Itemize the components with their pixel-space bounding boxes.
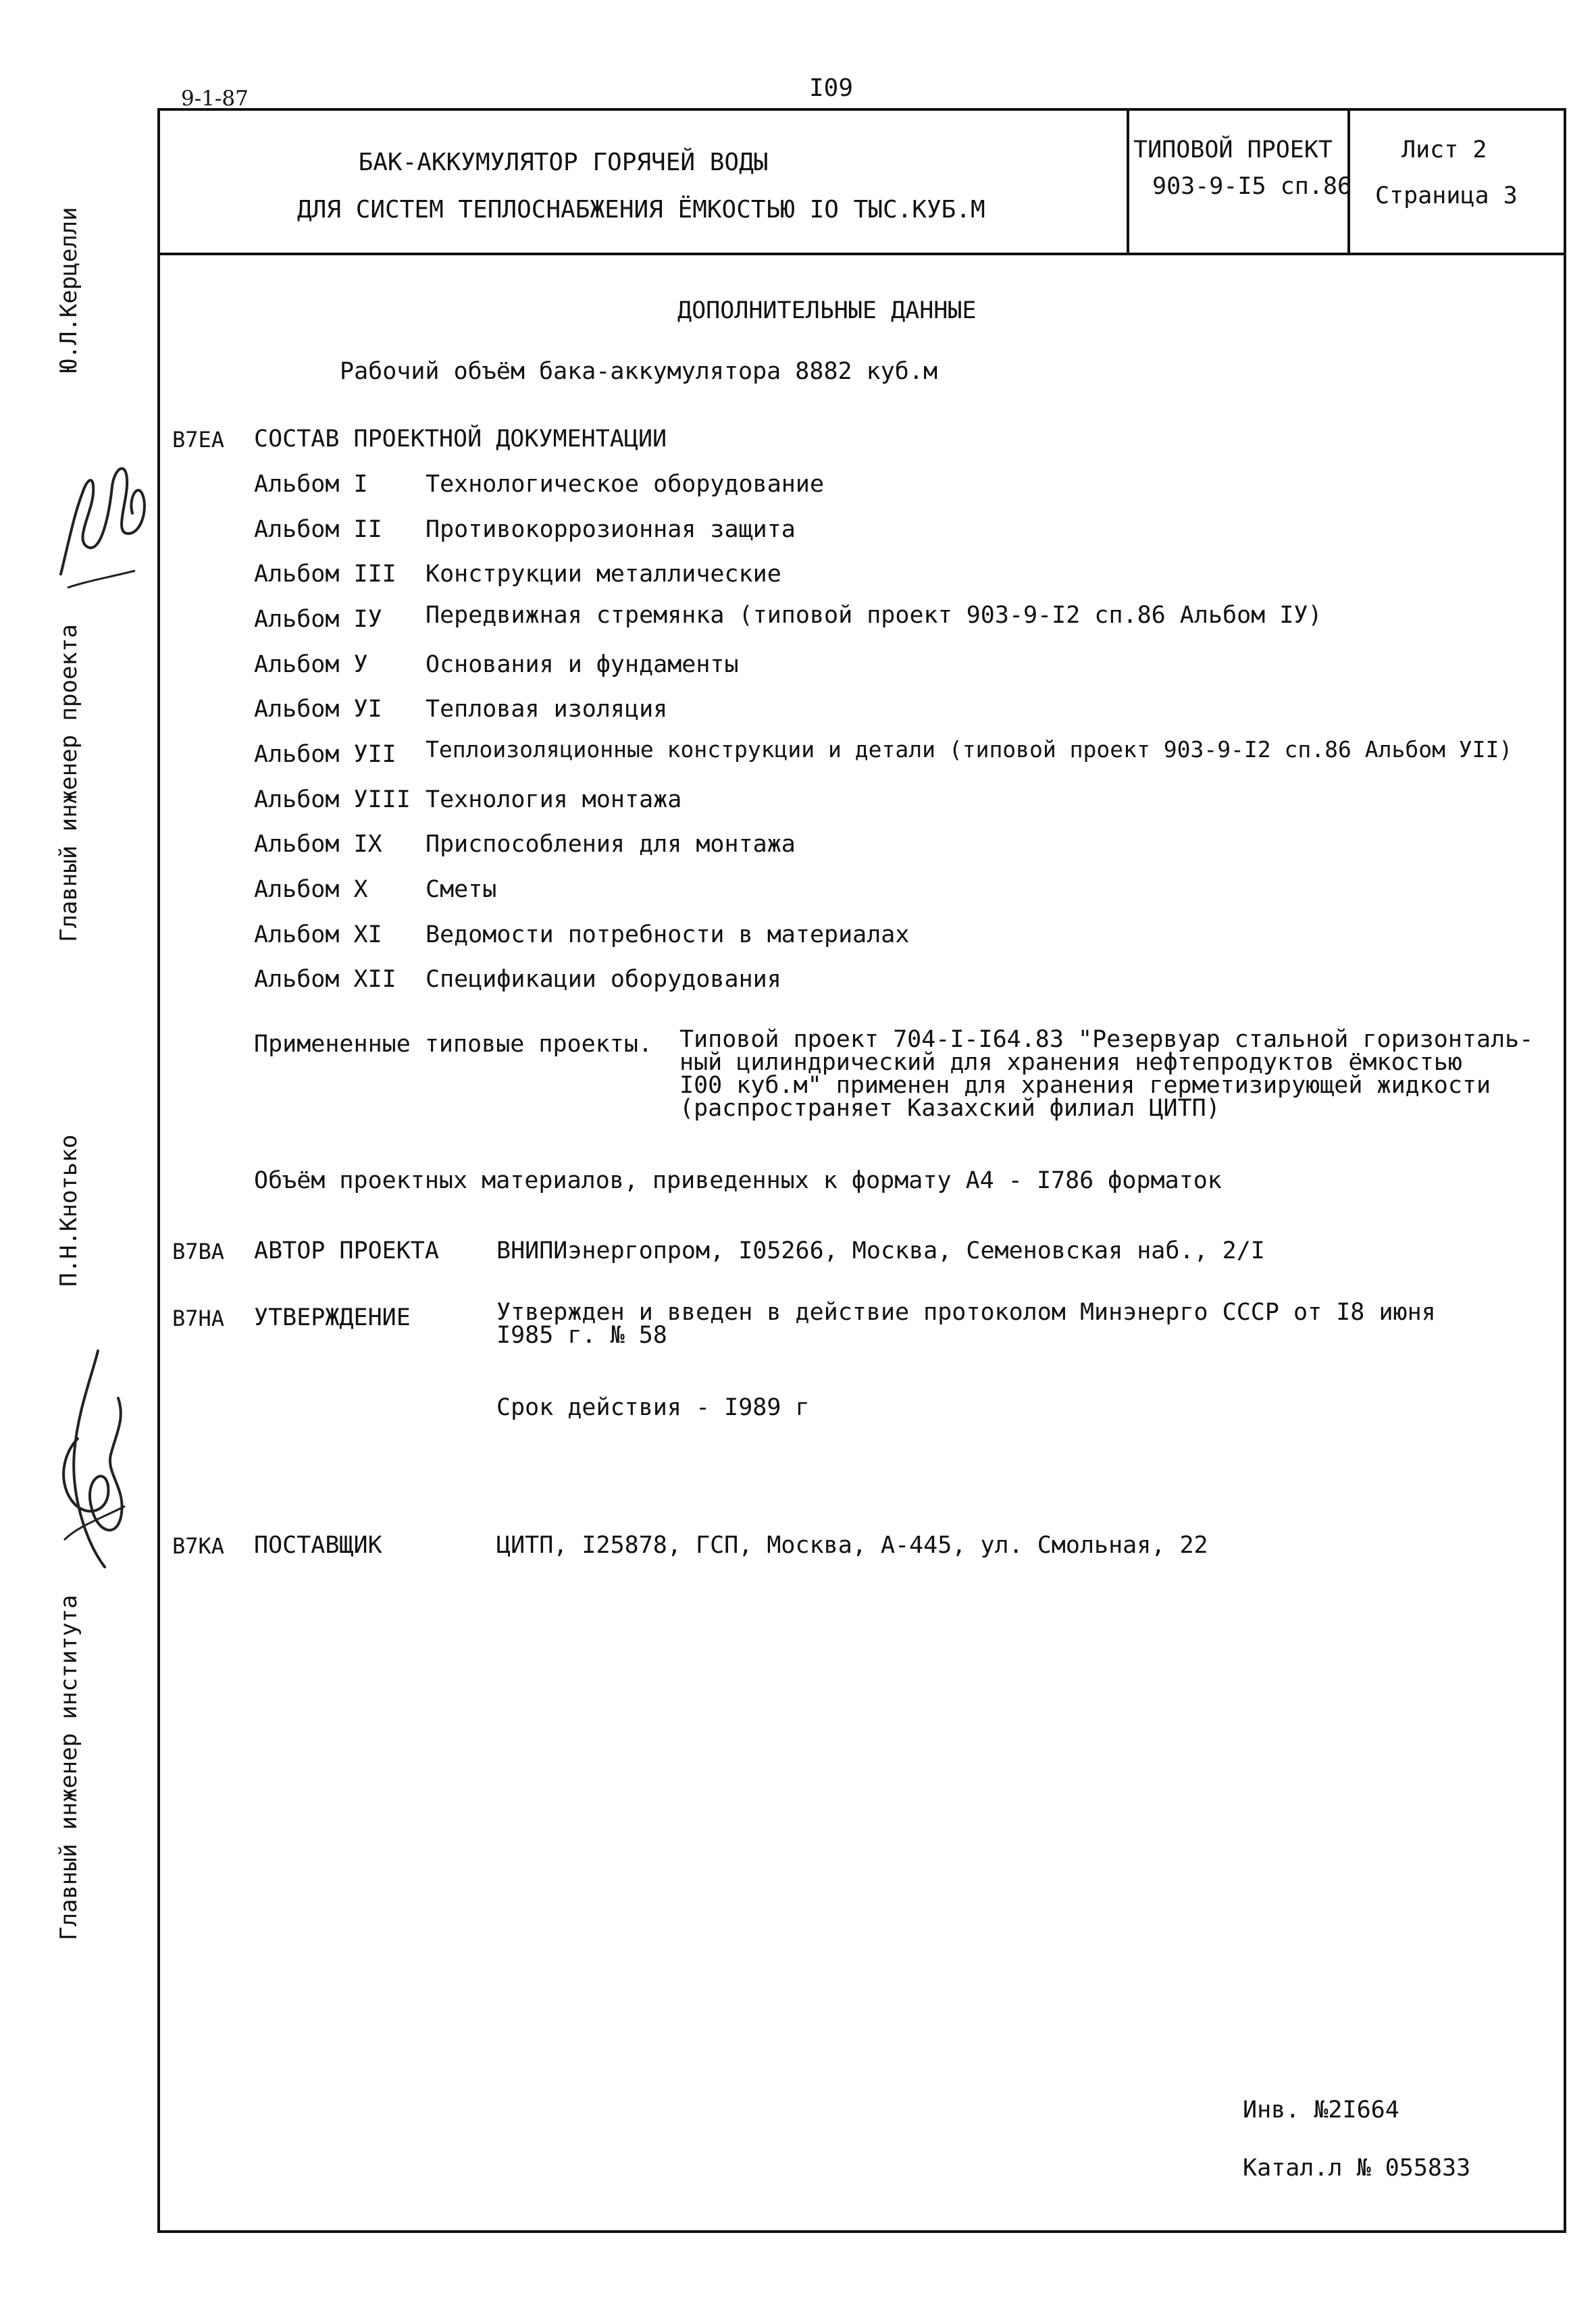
author-value: ВНИПИэнергопром, I05266, Москва, Семеновская наб., 2/I [496,1237,1265,1264]
project-number: 903-9-I5 сп.86 [1152,173,1352,200]
album-desc: Приспособления для монтажа [426,831,796,858]
page-label: Страница 3 [1375,182,1518,209]
album-desc: Технология монтажа [426,786,682,813]
page-number: I09 [809,74,854,102]
album-name: Альбом У [254,651,368,678]
supplier-code: B7KA [172,1533,225,1559]
album-desc: Спецификации оборудования [426,966,781,993]
signature-institute-engineer [37,1337,138,1594]
album-desc: Конструкции металлические [426,561,781,588]
approval-code: B7HA [172,1306,225,1331]
applied-projects-label: Примененные типовые проекты. [254,1031,653,1058]
album-desc: Тепловая изоляция [426,696,668,723]
album-desc: Основания и фундаменты [426,651,739,678]
header-separator-1 [1127,108,1129,254]
header-title-line2: ДЛЯ СИСТЕМ ТЕПЛОСНАБЖЕНИЯ ЁМКОСТЬЮ IO ТЫС.КУБ.М [297,196,985,224]
album-name: Альбом IX [254,831,382,858]
applied-projects-text [679,1028,1533,1120]
composition-code: B7EA [172,427,225,453]
approval-text [496,1301,1436,1347]
album-name: Альбом III [254,561,396,588]
section-heading: ДОПОЛНИТЕЛЬНЫЕ ДАННЫЕ [677,297,977,324]
applied-line: ный цилиндрический для хранения нефтепродуктов ёмкостью [679,1049,1462,1076]
sheet-number: Лист 2 [1401,136,1487,163]
applied-line: Типовой проект 704-I-I64.83 "Резервуар стальной горизонталь- [679,1026,1534,1053]
header-title-line1: БАК-АККУМУЛЯТОР ГОРЯЧЕЙ ВОДЫ [358,149,769,176]
approval-line1: Утвержден и введен в действие протоколом Минэнерго СССР от I8 июня [496,1299,1436,1326]
supplier-value: ЦИТП, I25878, ГСП, Москва, А-445, ул. Смольная, 22 [496,1532,1208,1559]
album-name: Альбом XII [254,966,396,993]
supplier-label: ПОСТАВЩИК [254,1532,382,1559]
signature-project-engineer [47,432,155,601]
album-desc: Ведомости потребности в материалах [426,921,910,948]
album-name: Альбом XI [254,921,382,948]
applied-line: I00 куб.м" применен для хранения герметизирующей жидкости [679,1072,1491,1099]
album-name: Альбом УI [254,696,382,723]
album-name: Альбом X [254,876,368,903]
album-desc: Противокоррозионная защита [426,516,796,543]
approval-label: УТВЕРЖДЕНИЕ [254,1304,411,1331]
composition-title: СОСТАВ ПРОЕКТНОЙ ДОКУМЕНТАЦИИ [254,426,667,453]
inventory-number: Инв. №2I664 [1243,2097,1399,2124]
working-volume: Рабочий объём бака-аккумулятора 8882 куб.м [340,358,938,385]
album-name: Альбом IУ [254,606,382,633]
validity-term: Срок действия - I989 г [496,1394,810,1421]
approval-line2: I985 г. № 58 [496,1322,667,1349]
chief-project-engineer-role: Главный инженер проекта [55,624,82,942]
materials-volume: Объём проектных материалов, приведенных к формату А4 - I786 форматок [254,1167,1222,1194]
catalog-number: Катал.л № 055833 [1243,2155,1471,2182]
document-code: 9-1-87 [181,86,249,111]
album-desc: Теплоизоляционные конструкции и детали (типовой проект 903-9-I2 сп.86 Альбом УII) [426,736,1513,763]
album-name: Альбом I [254,471,368,498]
header-divider [157,253,1566,255]
chief-institute-engineer-role: Главный инженер института [55,1595,82,1940]
album-name: Альбом УIII [254,786,411,813]
applied-line: (распространяет Казахский филиал ЦИТП) [679,1095,1220,1122]
album-desc: Сметы [426,876,497,903]
album-desc: Технологическое оборудование [426,471,825,498]
author-label: АВТОР ПРОЕКТА [254,1237,439,1264]
album-desc: Передвижная стремянка (типовой проект 903-9-I2 сп.86 Альбом IУ) [426,602,1322,629]
album-name: Альбом УII [254,741,396,768]
album-name: Альбом II [254,516,382,543]
chief-project-engineer-name: Ю.Л.Керцелли [55,207,82,373]
chief-institute-engineer-name: П.Н.Кнотько [55,1134,82,1287]
project-label: ТИПОВОЙ ПРОЕКТ [1133,136,1333,163]
author-code: B7BA [172,1239,225,1264]
